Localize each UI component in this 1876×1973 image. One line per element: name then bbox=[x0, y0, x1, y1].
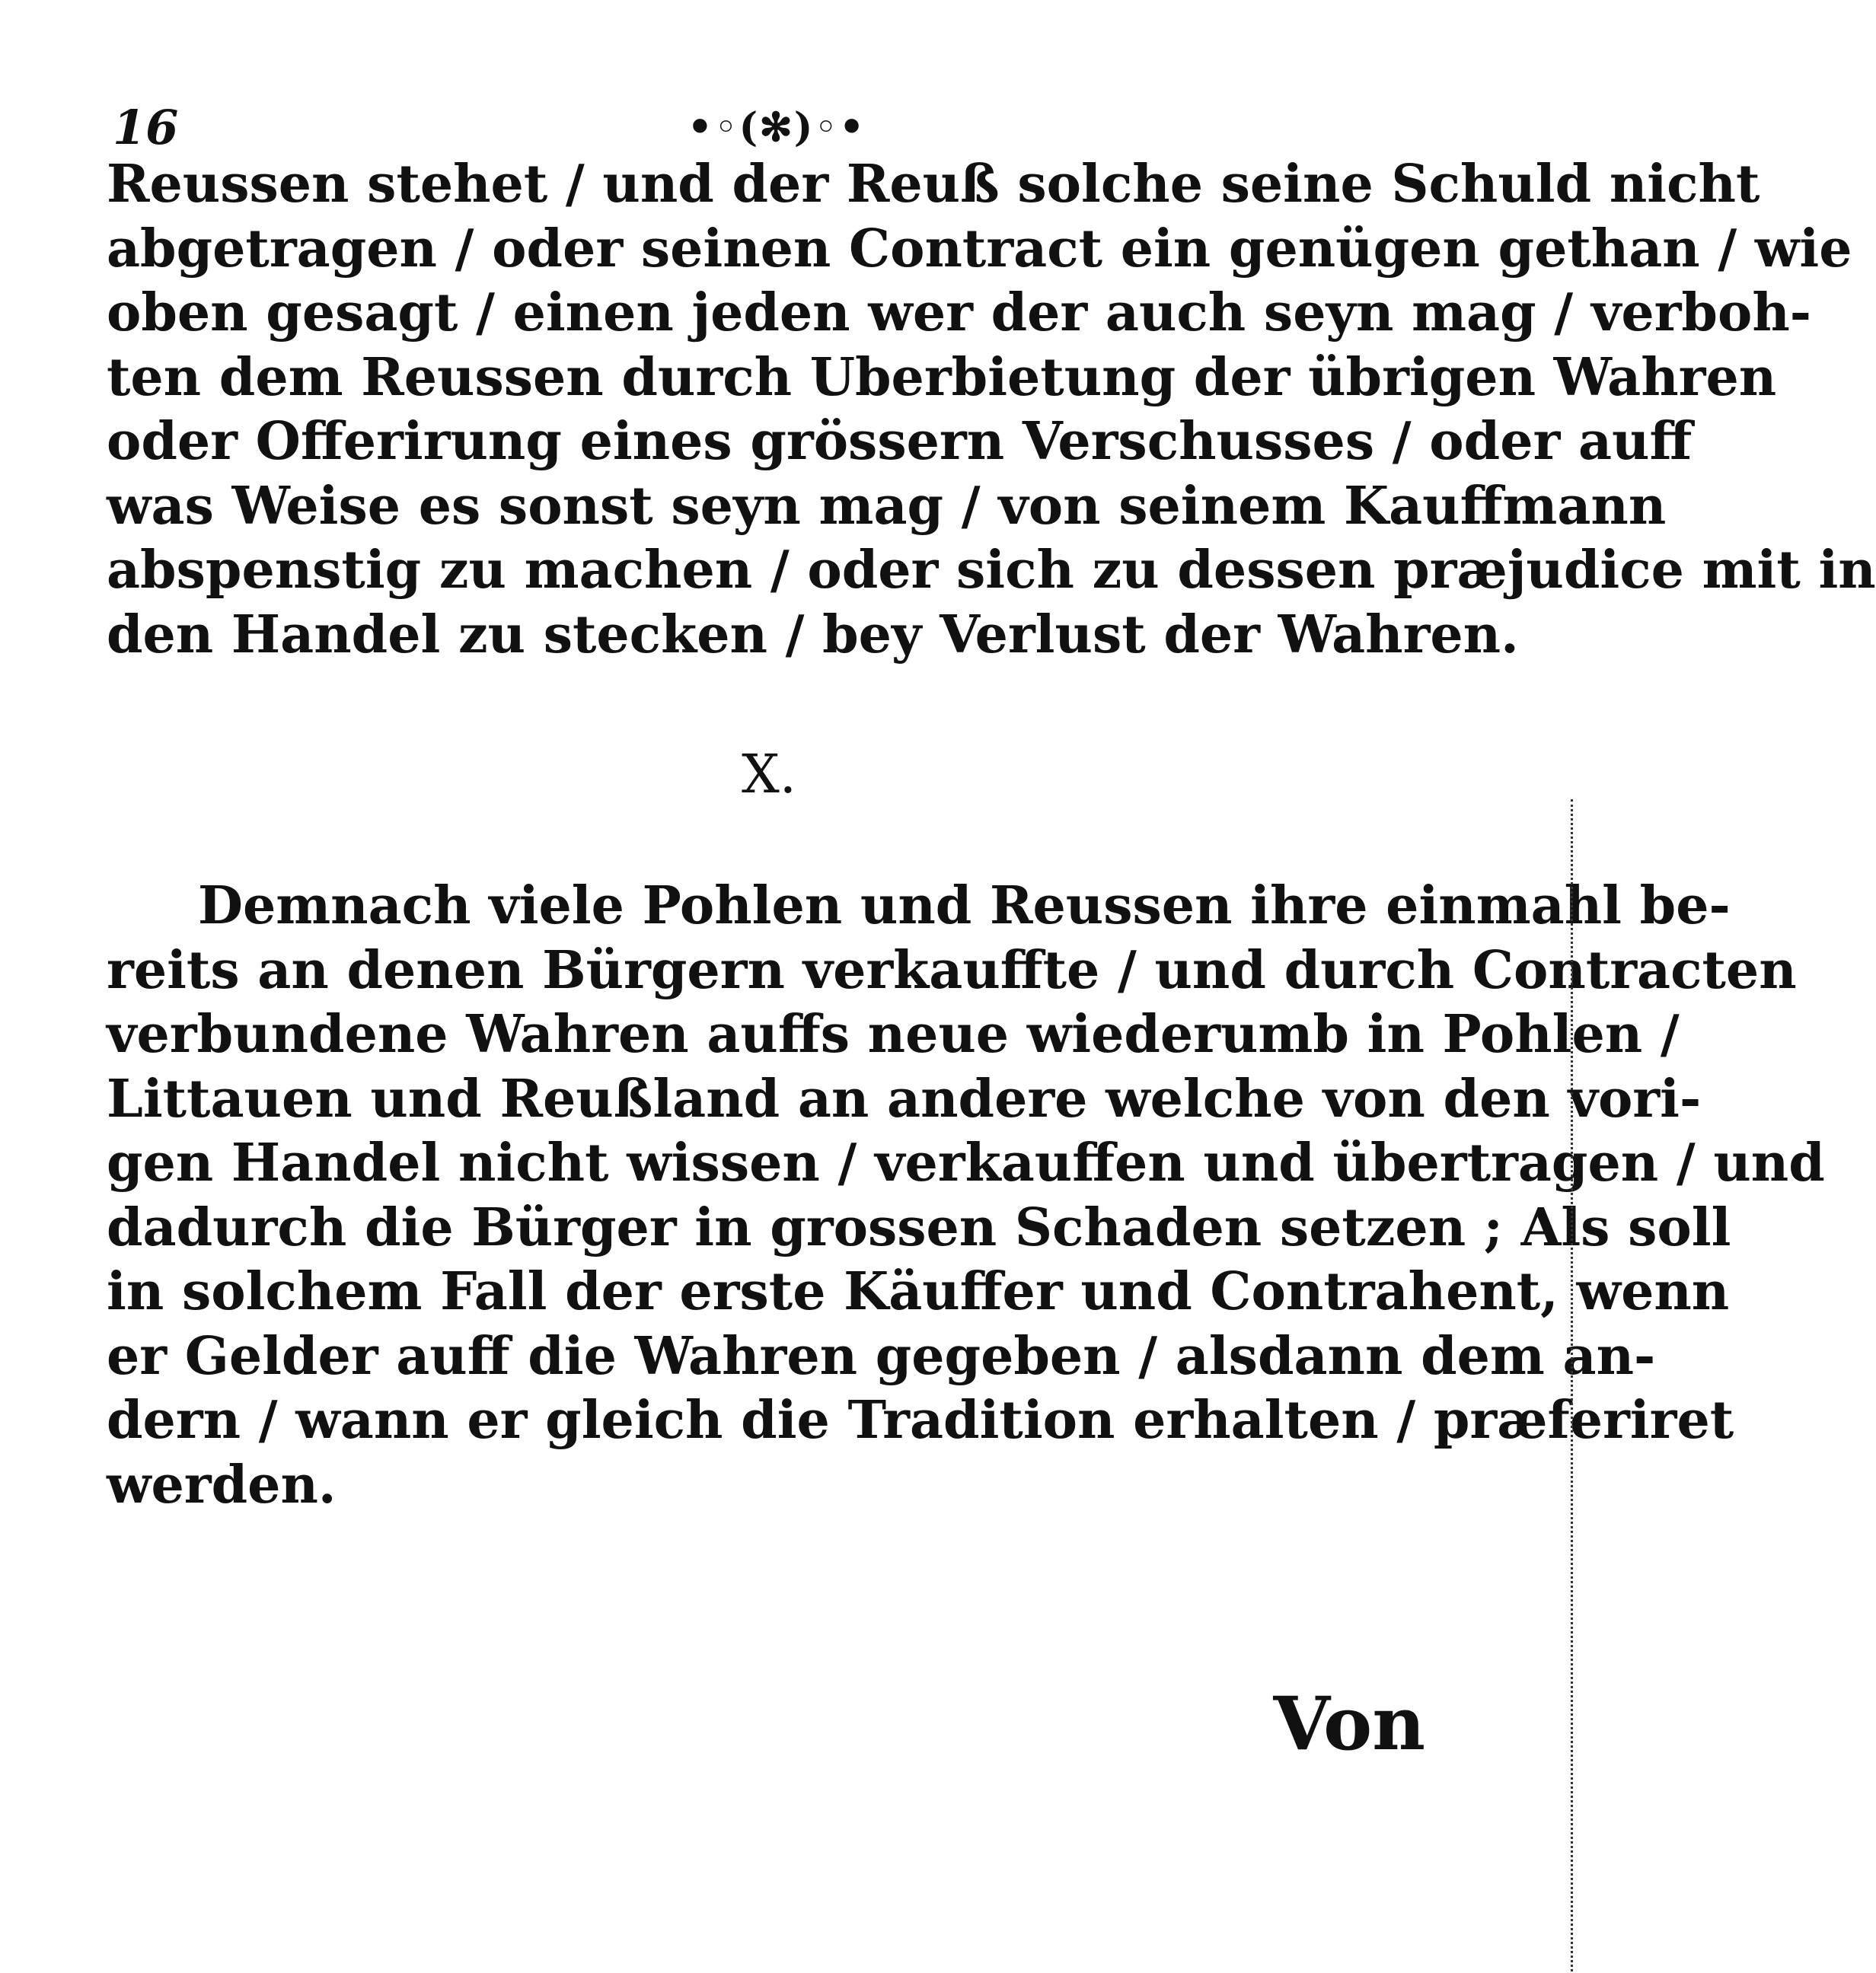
text-line: dadurch die Bürger in grossen Schaden setzen ; Als soll bbox=[107, 1197, 1731, 1258]
header-ornament: •◦(✻)◦• bbox=[687, 104, 866, 151]
text-line: Demnach viele Pohlen und Reussen ihre einmahl be- bbox=[198, 875, 1731, 936]
text-line: Littauen und Reußland an andere welche von den vori- bbox=[107, 1068, 1702, 1130]
text-line: den Handel zu stecken / bey Verlust der Wahren. bbox=[107, 604, 1519, 665]
text-line: er Gelder auff die Wahren gegeben / alsdann dem an- bbox=[107, 1325, 1656, 1387]
page-header bbox=[107, 97, 1431, 158]
text-line: ten dem Reussen durch Uberbietung der übrigen Wahren bbox=[107, 346, 1777, 408]
text-line: gen Handel nicht wissen / verkauffen und übertragen / und bbox=[107, 1133, 1825, 1194]
text-line: Reussen stehet / und der Reuß solche seine Schuld nicht bbox=[107, 154, 1760, 215]
text-line: reits an denen Bürgern verkauffte / und durch Contracten bbox=[107, 939, 1797, 1001]
catchword: Von bbox=[1273, 1681, 1425, 1767]
text-line: werden. bbox=[107, 1454, 337, 1516]
paragraph-1 bbox=[107, 152, 1876, 667]
text-line: oben gesagt / einen jeden wer der auch seyn mag / verboh- bbox=[107, 282, 1811, 343]
text-line: verbundene Wahren auffs neue wiederumb in Pohlen / bbox=[107, 1004, 1680, 1065]
section-heading: X. bbox=[741, 743, 797, 805]
page-edge-marks bbox=[1566, 799, 1573, 1971]
text-line: oder Offerirung eines grössern Verschusses / oder auff bbox=[107, 411, 1693, 472]
page-number: 16 bbox=[113, 100, 179, 155]
text-line: dern / wann er gleich die Tradition erhalten / præferiret bbox=[107, 1390, 1734, 1451]
text-line: was Weise es sonst seyn mag / von seinem Kauffmann bbox=[107, 475, 1667, 537]
paragraph-2 bbox=[107, 874, 1825, 1517]
text-line: abspenstig zu machen / oder sich zu dessen præjudice mit in bbox=[107, 540, 1876, 601]
text-line: abgetragen / oder seinen Contract ein genügen gethan / wie bbox=[107, 218, 1852, 279]
text-line: in solchem Fall der erste Käuffer und Contrahent, wenn bbox=[107, 1261, 1730, 1322]
